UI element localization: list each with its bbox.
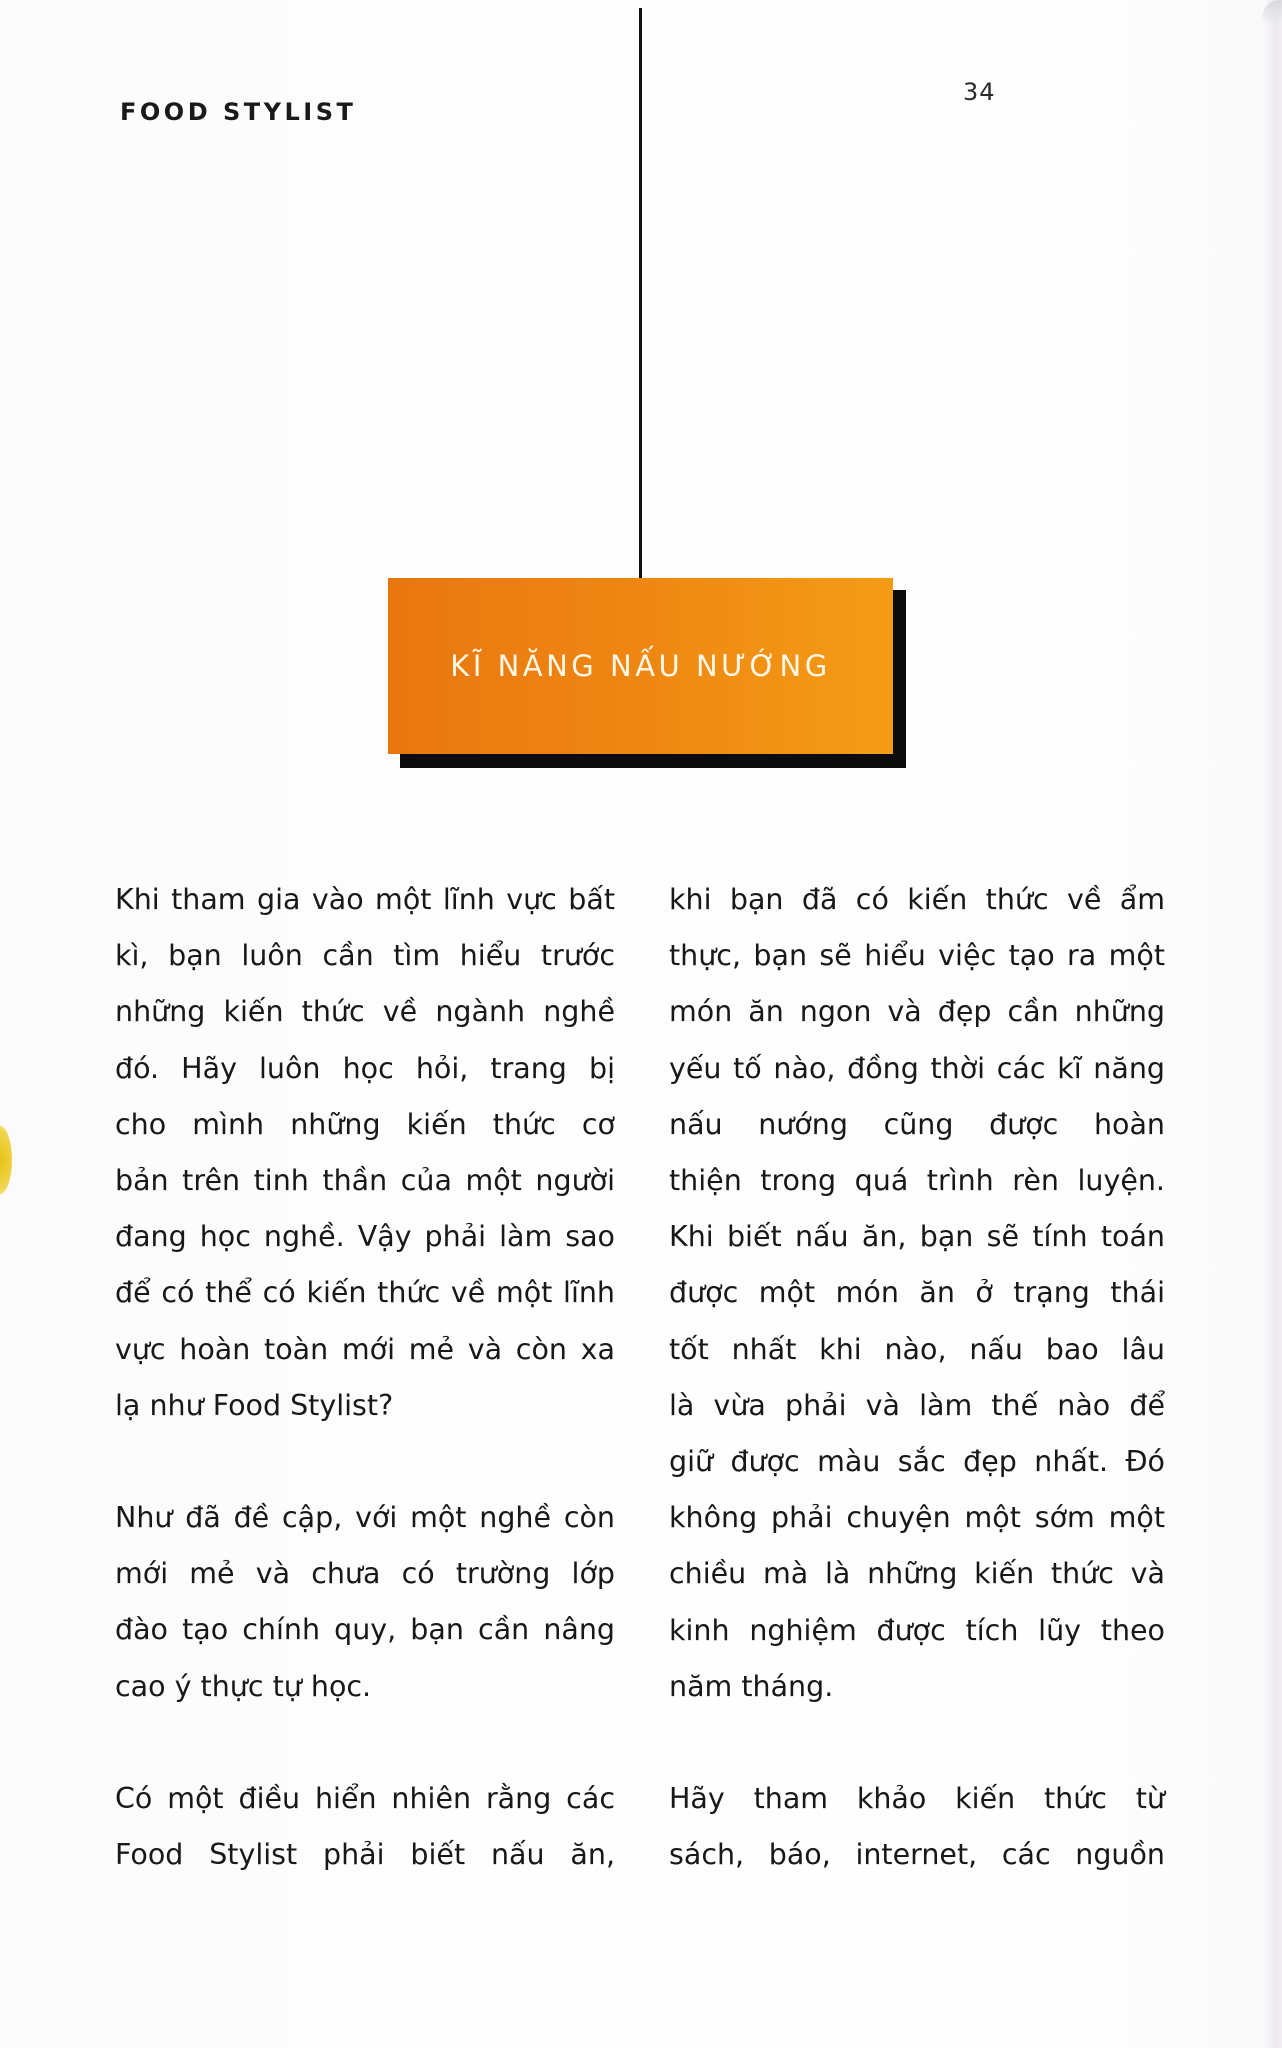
text-line: kinh nghiệm được tích lũy theo (669, 1613, 1165, 1647)
paragraph-gap (669, 1715, 1165, 1771)
text-line: kì, bạn luôn cần tìm hiểu trước (115, 939, 615, 973)
text-line: được một món ăn ở trạng thái (669, 1276, 1165, 1310)
text-line: tốt nhất khi nào, nấu bao lâu (669, 1332, 1165, 1366)
page-edge-shadow (1264, 0, 1282, 2048)
text-line: đó. Hãy luôn học hỏi, trang bị (115, 1051, 615, 1085)
text-line: Food Stylist phải biết nấu ăn, (115, 1838, 615, 1872)
paragraph (115, 1490, 615, 1715)
text-line: là vừa phải và làm thế nào để (669, 1388, 1165, 1422)
section-title: KĨ NĂNG NẤU NƯỚNG (450, 649, 831, 683)
text-line: khi bạn đã có kiến thức về ẩm (669, 883, 1165, 916)
text-line: chiều mà là những kiến thức và (669, 1557, 1165, 1591)
paragraph (115, 1771, 615, 1883)
paragraph (669, 872, 1165, 1715)
text-line: yếu tố nào, đồng thời các kĩ năng (669, 1051, 1165, 1085)
text-line: cao ý thực tự học. (115, 1669, 372, 1703)
text-line: đào tạo chính quy, bạn cần nâng (115, 1613, 615, 1647)
text-line: thực, bạn sẽ hiểu việc tạo ra một (669, 939, 1165, 973)
text-line: mới mẻ và chưa có trường lớp (115, 1557, 615, 1591)
text-line: cho mình những kiến thức cơ (115, 1107, 615, 1141)
text-line: giữ được màu sắc đẹp nhất. Đó (669, 1445, 1165, 1479)
body-column-right (669, 872, 1165, 1883)
text-line: năm tháng. (669, 1669, 834, 1703)
text-line: Khi biết nấu ăn, bạn sẽ tính toán (669, 1220, 1165, 1254)
text-line: không phải chuyện một sớm một (669, 1501, 1165, 1535)
yellow-smudge (0, 1125, 12, 1195)
text-line: thiện trong quá trình rèn luyện. (669, 1164, 1165, 1198)
paragraph-gap (115, 1715, 615, 1771)
text-line: lạ như Food Stylist? (115, 1388, 394, 1422)
paragraph (115, 872, 615, 1434)
vertical-rule (639, 8, 642, 580)
text-line: đang học nghề. Vậy phải làm sao (115, 1220, 615, 1254)
text-line: Khi tham gia vào một lĩnh vực bất (115, 883, 615, 916)
body-column-left (115, 872, 615, 1883)
paragraph-gap (115, 1434, 615, 1490)
text-line: bản trên tinh thần của một người (115, 1164, 615, 1198)
text-line: Có một điều hiển nhiên rằng các (115, 1781, 615, 1815)
text-line: những kiến thức về ngành nghề (115, 995, 615, 1029)
text-line: để có thể có kiến thức về một lĩnh (115, 1276, 615, 1310)
text-line: vực hoàn toàn mới mẻ và còn xa (115, 1332, 615, 1366)
text-line: nấu nướng cũng được hoàn (669, 1107, 1165, 1141)
text-line: sách, báo, internet, các nguồn (669, 1838, 1165, 1872)
text-line: món ăn ngon và đẹp cần những (669, 995, 1165, 1029)
section-title-box (388, 578, 893, 754)
text-line: Như đã đề cập, với một nghề còn (115, 1501, 615, 1535)
running-head: FOOD STYLIST (120, 98, 357, 126)
page-number: 34 (963, 78, 996, 106)
paragraph (669, 1771, 1165, 1883)
text-line: Hãy tham khảo kiến thức từ (669, 1782, 1165, 1816)
